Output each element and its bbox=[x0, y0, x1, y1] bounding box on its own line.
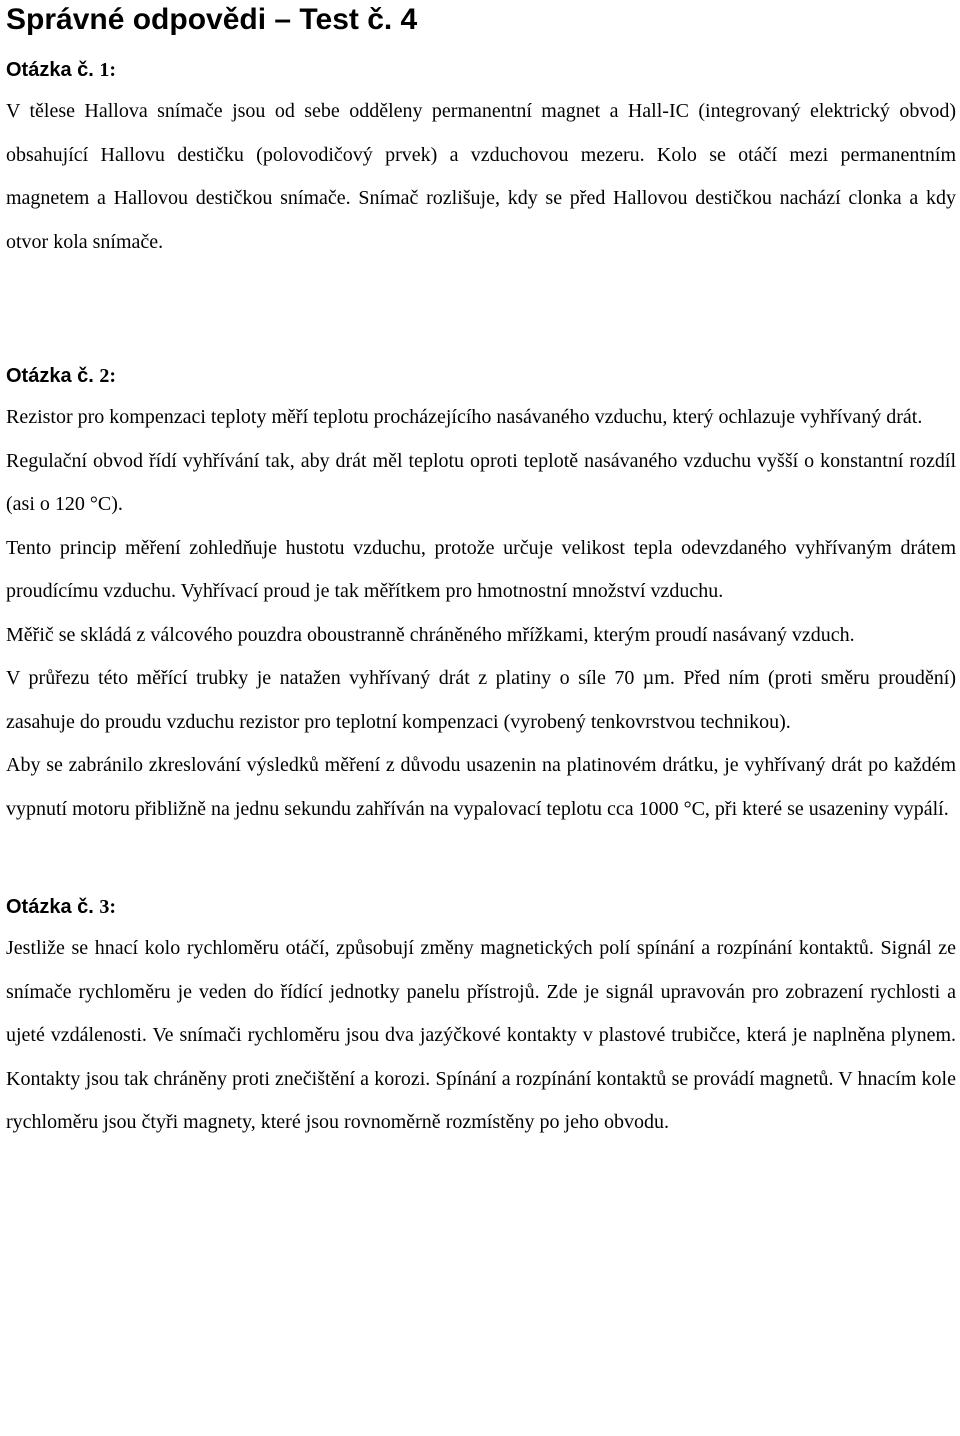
question-2-label: Otázka č. bbox=[6, 365, 94, 387]
answer-paragraph: Aby se zabránilo zkreslování výsledků měření z důvodu usazenin na platinovém drátku, je vyhřívaný drát po každém vypnutí motoru přibližně na jednu sekundu zahříván na vypalovací teplotu cca 1000 °C, při které se usazeniny vypálí. bbox=[6, 754, 956, 820]
answer-paragraph: Tento princip měření zohledňuje hustotu vzduchu, protože určuje velikost tepla odevzdaného vyhřívaným drátem proudícímu vzduchu. Vyhřívací proud je tak měřítkem pro hmotnostní množství vzduchu. bbox=[6, 536, 956, 602]
question-1 bbox=[6, 58, 956, 264]
question-3-heading bbox=[6, 895, 956, 919]
question-1-label: Otázka č. bbox=[6, 59, 94, 81]
question-3 bbox=[6, 895, 956, 1145]
question-1-number: 1: bbox=[99, 59, 117, 81]
question-2-heading bbox=[6, 364, 956, 388]
question-2-number: 2: bbox=[99, 365, 117, 387]
question-2 bbox=[6, 364, 956, 831]
answer-paragraph: Rezistor pro kompenzaci teploty měří teplotu procházejícího nasávaného vzduchu, který ochlazuje vyhřívaný drát. bbox=[6, 406, 923, 428]
document-page bbox=[6, 0, 956, 1145]
question-1-heading bbox=[6, 58, 956, 82]
answer-paragraph: Regulační obvod řídí vyhřívání tak, aby drát měl teplotu oproti teplotě nasávaného vzduchu vyšší o konstantní rozdíl (asi o 120 °C). bbox=[6, 449, 956, 515]
document-title: Správné odpovědi – Test č. 4 bbox=[6, 3, 418, 36]
answer-paragraph: V tělese Hallova snímače jsou od sebe odděleny permanentní magnet a Hall-IC (integrovaný elektrický obvod) obsahující Hallovu destičku (polovodičový prvek) a vzduchovou mezeru. Kolo se otáčí mezi permanentním magnetem a Hallovou destičkou snímače. Snímač rozlišuje, kdy se před Hallovou destičkou nachází clonka a kdy otvor kola snímače. bbox=[6, 100, 956, 253]
question-1-answer bbox=[6, 90, 956, 264]
question-3-number: 3: bbox=[99, 896, 117, 918]
answer-paragraph: Jestliže se hnací kolo rychloměru otáčí, způsobují změny magnetických polí spínání a rozpínání kontaktů. Signál ze snímače rychloměru je veden do řídící jednotky panelu přístrojů. Zde je signál upravován pro zobrazení rychlosti a ujeté vzdálenosti. Ve snímači rychloměru jsou dva jazýčkové kontakty v plastové trubičce, která je naplněna plynem. Kontakty jsou tak chráněny proti znečištění a korozi. Spínání a rozpínání kontaktů se provádí magnetů. V hnacím kole rychloměru jsou čtyři magnety, které jsou rovnoměrně rozmístěny po jeho obvodu. bbox=[6, 937, 956, 1133]
question-3-label: Otázka č. bbox=[6, 896, 94, 918]
question-3-answer bbox=[6, 927, 956, 1145]
question-2-answer bbox=[6, 396, 956, 831]
answer-paragraph: V průřezu této měřící trubky je natažen vyhřívaný drát z platiny o síle 70 µm. Před ním (proti směru proudění) zasahuje do proudu vzduchu rezistor pro teplotní kompenzaci (vyrobený tenkovrstvou technikou). bbox=[6, 667, 956, 733]
answer-paragraph: Měřič se skládá z válcového pouzdra oboustranně chráněného mřížkami, kterým proudí nasávaný vzduch. bbox=[6, 623, 855, 646]
